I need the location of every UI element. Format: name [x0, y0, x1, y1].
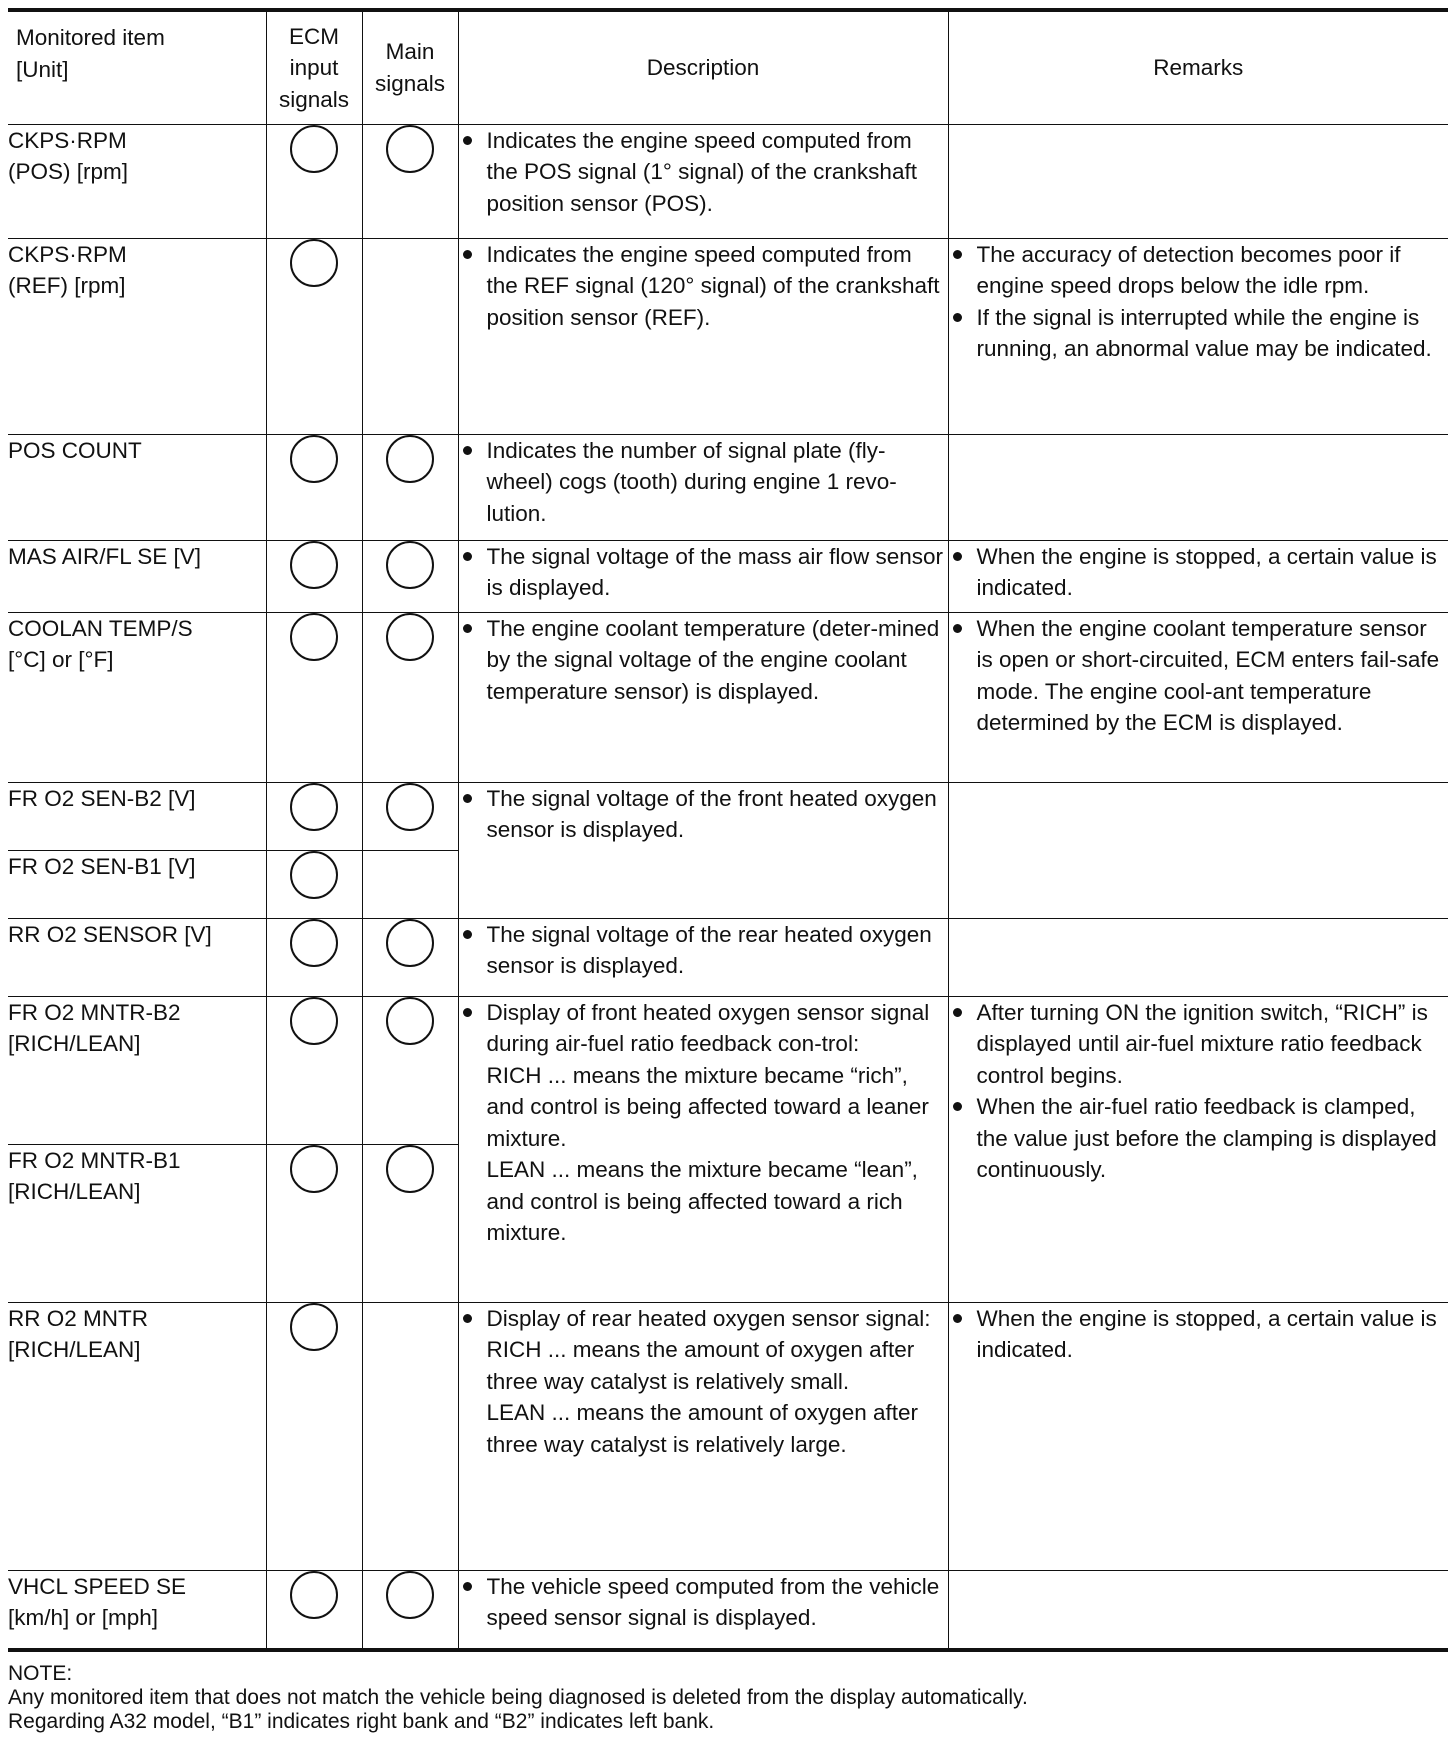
monitored-item-cell	[8, 1570, 266, 1650]
item-name: FR O2 SEN-B1 [V]	[8, 853, 196, 879]
item-name: MAS AIR/FL SE [V]	[8, 543, 201, 569]
monitored-item-cell	[8, 124, 266, 238]
main-signal-cell	[362, 850, 458, 918]
description-bullet: The signal voltage of the front heated oxygen sensor is displayed.	[459, 783, 948, 846]
description-bullet: The signal voltage of the mass air flow sensor is displayed.	[459, 541, 948, 604]
item-unit: (REF) [rpm]	[8, 273, 126, 298]
ecm-input-cell	[266, 1570, 362, 1650]
circle-mark-icon	[386, 997, 434, 1045]
description-rich: RICH ... means the amount of oxygen after three way catalyst is relatively small.	[486, 1337, 915, 1394]
header-row	[8, 10, 1448, 124]
table-row	[8, 996, 1448, 1144]
description-cell	[458, 434, 948, 540]
item-name: COOLAN TEMP/S	[8, 615, 193, 641]
ecm-input-cell	[266, 1302, 362, 1570]
ecm-input-cell	[266, 612, 362, 782]
remarks-cell	[948, 782, 1448, 918]
description-cell	[458, 238, 948, 434]
remark-bullet: The accuracy of detection becomes poor if engine speed drops below the idle rpm.	[949, 239, 1449, 302]
header-text: signals	[374, 70, 446, 96]
remark-bullet: When the air-fuel ratio feedback is clamped, the value just before the clamping is displayed continuously.	[949, 1091, 1449, 1186]
description-bullet	[459, 997, 948, 1249]
circle-mark-icon	[290, 783, 338, 831]
table-row	[8, 1570, 1448, 1650]
circle-mark-icon	[290, 125, 338, 173]
table-row	[8, 612, 1448, 782]
table-row	[8, 782, 1448, 850]
description-bullet: The engine coolant temperature (deter-mined by the signal voltage of the engine coolant temperature sensor) is displayed.	[459, 613, 948, 708]
main-signal-cell	[362, 782, 458, 850]
item-unit: [RICH/LEAN]	[8, 1179, 141, 1204]
table-row	[8, 1302, 1448, 1570]
circle-mark-icon	[290, 851, 338, 899]
description-lean: LEAN ... means the mixture became “lean”, and control is being affected toward a rich mixture.	[486, 1157, 918, 1245]
circle-mark-icon	[290, 613, 338, 661]
circle-mark-icon	[386, 1145, 434, 1193]
circle-mark-icon	[290, 541, 338, 589]
remarks-cell	[948, 918, 1448, 996]
circle-mark-icon	[290, 239, 338, 287]
remark-bullet: After turning ON the ignition switch, “RICH” is displayed until air-fuel mixture ratio feedback control begins.	[949, 997, 1449, 1092]
table-row	[8, 918, 1448, 996]
circle-mark-icon	[386, 541, 434, 589]
header-monitored-item	[8, 10, 266, 124]
monitored-item-cell	[8, 1302, 266, 1570]
description-cell	[458, 124, 948, 238]
description-cell	[458, 782, 948, 918]
item-name: RR O2 MNTR	[8, 1305, 148, 1331]
remarks-cell	[948, 124, 1448, 238]
remark-bullet: When the engine is stopped, a certain value is indicated.	[949, 1303, 1449, 1366]
description-bullet: Indicates the engine speed computed from the POS signal (1° signal) of the crankshaft position sensor (POS).	[459, 125, 948, 220]
description-rich: RICH ... means the mixture became “rich”, and control is being affected toward a leaner mixture.	[486, 1062, 929, 1151]
description-cell	[458, 612, 948, 782]
monitored-item-cell	[8, 996, 266, 1144]
monitored-item-cell	[8, 434, 266, 540]
remarks-cell	[948, 434, 1448, 540]
ecm-input-cell	[266, 540, 362, 612]
remark-bullet: When the engine coolant temperature sensor is open or short-circuited, ECM enters fail-safe mode. The engine cool-ant temperature determined by the ECM is displayed.	[949, 613, 1449, 739]
header-text: ECM	[289, 23, 339, 49]
item-unit: [RICH/LEAN]	[8, 1031, 141, 1056]
description-lead: Display of front heated oxygen sensor signal during air-fuel ratio feedback con-trol:	[486, 999, 930, 1056]
monitored-items-table	[8, 8, 1448, 1652]
main-signal-cell	[362, 1302, 458, 1570]
monitored-item-cell	[8, 850, 266, 918]
header-text: Main	[385, 39, 435, 65]
remark-bullet: When the engine is stopped, a certain value is indicated.	[949, 541, 1449, 604]
circle-mark-icon	[386, 613, 434, 661]
remarks-cell	[948, 1302, 1448, 1570]
note-line: Any monitored item that does not match the vehicle being diagnosed is deleted from the display automatically.	[8, 1686, 1028, 1709]
header-text: [Unit]	[16, 56, 69, 82]
table-row	[8, 238, 1448, 434]
main-signal-cell	[362, 124, 458, 238]
monitored-item-cell	[8, 238, 266, 434]
ecm-input-cell	[266, 1144, 362, 1302]
ecm-input-cell	[266, 782, 362, 850]
circle-mark-icon	[290, 1145, 338, 1193]
circle-mark-icon	[386, 783, 434, 831]
note-line: Regarding A32 model, “B1” indicates right bank and “B2” indicates left bank.	[8, 1710, 715, 1733]
ecm-input-cell	[266, 996, 362, 1144]
header-text: input	[289, 55, 339, 80]
circle-mark-icon	[290, 435, 338, 483]
item-unit: (POS) [rpm]	[8, 159, 129, 184]
ecm-input-cell	[266, 918, 362, 996]
main-signal-cell	[362, 238, 458, 434]
item-name: VHCL SPEED SE	[8, 1573, 186, 1599]
remarks-cell	[948, 540, 1448, 612]
item-name: FR O2 SEN-B2 [V]	[8, 785, 196, 811]
main-signal-cell	[362, 996, 458, 1144]
item-name: FR O2 MNTR-B2	[8, 999, 181, 1025]
remarks-cell	[948, 996, 1448, 1302]
circle-mark-icon	[386, 919, 434, 967]
description-cell	[458, 1302, 948, 1570]
remark-bullet: If the signal is interrupted while the engine is running, an abnormal value may be indicated.	[949, 302, 1449, 365]
circle-mark-icon	[386, 435, 434, 483]
item-unit: [RICH/LEAN]	[8, 1337, 141, 1362]
header-ecm-input-signals	[266, 10, 362, 124]
ecm-input-cell	[266, 850, 362, 918]
main-signal-cell	[362, 540, 458, 612]
ecm-input-cell	[266, 434, 362, 540]
remarks-cell	[948, 612, 1448, 782]
main-signal-cell	[362, 1570, 458, 1650]
description-lead: Display of rear heated oxygen sensor signal:	[486, 1305, 931, 1331]
monitored-item-cell	[8, 540, 266, 612]
item-name: CKPS·RPM	[8, 241, 127, 267]
description-cell	[458, 918, 948, 996]
main-signal-cell	[362, 612, 458, 782]
circle-mark-icon	[386, 125, 434, 173]
circle-mark-icon	[290, 1303, 338, 1351]
main-signal-cell	[362, 434, 458, 540]
description-bullet	[459, 1303, 948, 1461]
description-cell	[458, 1570, 948, 1650]
description-bullet: The vehicle speed computed from the vehicle speed sensor signal is displayed.	[459, 1571, 948, 1634]
main-signal-cell	[362, 1144, 458, 1302]
description-bullet: Indicates the engine speed computed from the REF signal (120° signal) of the crankshaft position sensor (REF).	[459, 239, 948, 334]
header-description: Description	[458, 10, 948, 124]
circle-mark-icon	[386, 1571, 434, 1619]
ecm-input-cell	[266, 238, 362, 434]
circle-mark-icon	[290, 919, 338, 967]
ecm-input-cell	[266, 124, 362, 238]
item-name: FR O2 MNTR-B1	[8, 1147, 181, 1173]
header-main-signals	[362, 10, 458, 124]
header-text: Monitored item	[16, 25, 165, 50]
main-signal-cell	[362, 918, 458, 996]
monitored-item-cell	[8, 612, 266, 782]
description-lean: LEAN ... means the amount of oxygen after three way catalyst is relatively large.	[486, 1400, 918, 1457]
item-name: POS COUNT	[8, 437, 142, 463]
remarks-cell	[948, 1570, 1448, 1650]
table-row	[8, 540, 1448, 612]
header-remarks: Remarks	[948, 10, 1448, 124]
description-cell	[458, 540, 948, 612]
header-text: signals	[278, 86, 350, 112]
description-bullet: The signal voltage of the rear heated oxygen sensor is displayed.	[459, 919, 948, 982]
table-row	[8, 124, 1448, 238]
note-block	[8, 1662, 1448, 1734]
remarks-cell	[948, 238, 1448, 434]
monitored-item-cell	[8, 1144, 266, 1302]
item-unit: [°C] or [°F]	[8, 647, 114, 672]
item-name: CKPS·RPM	[8, 127, 127, 153]
description-bullet: Indicates the number of signal plate (fly-wheel) cogs (tooth) during engine 1 revo-lution.	[459, 435, 948, 530]
item-unit: [km/h] or [mph]	[8, 1605, 159, 1630]
monitored-item-cell	[8, 782, 266, 850]
table-row	[8, 434, 1448, 540]
note-title: NOTE:	[8, 1662, 73, 1685]
description-cell	[458, 996, 948, 1302]
monitored-item-cell	[8, 918, 266, 996]
circle-mark-icon	[290, 1571, 338, 1619]
item-name: RR O2 SENSOR [V]	[8, 921, 212, 947]
circle-mark-icon	[290, 997, 338, 1045]
